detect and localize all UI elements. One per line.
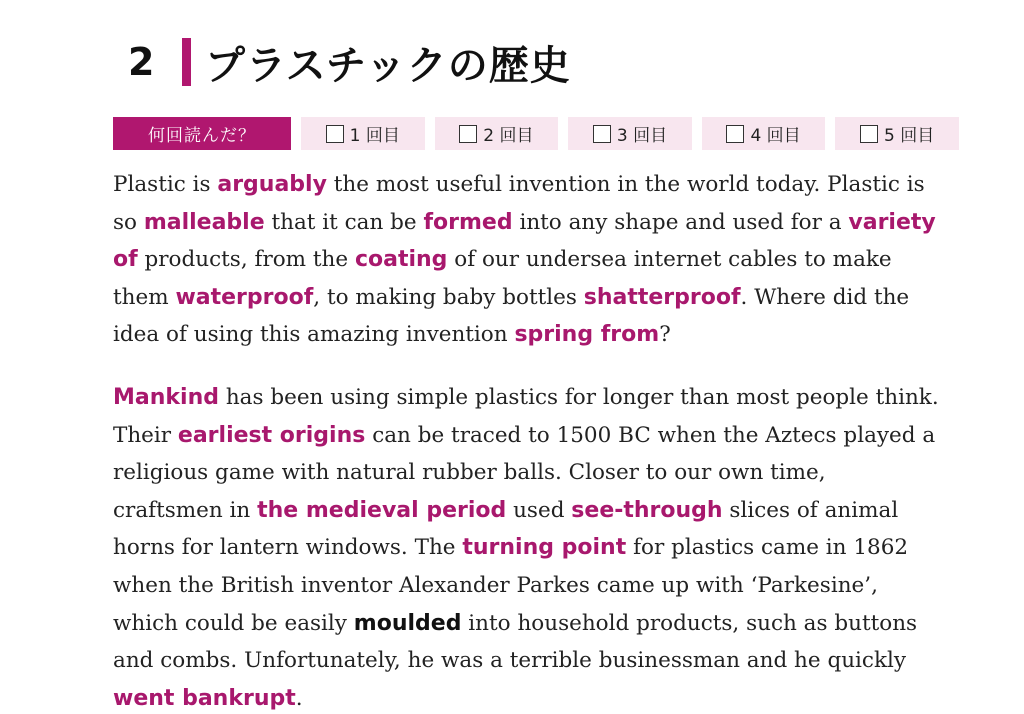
body-text: , to making baby bottles	[313, 284, 584, 310]
body-text: so	[113, 209, 144, 235]
read-checkbox-3[interactable]	[568, 117, 692, 150]
body-text: religious game with natural rubber balls. Closer to our own time,	[113, 460, 826, 486]
text-line	[113, 529, 973, 567]
vocabulary-keyword: variety	[848, 209, 936, 235]
text-line	[113, 379, 973, 417]
read-checkbox-label: 1 回目	[349, 126, 400, 146]
vocabulary-keyword: arguably	[217, 172, 327, 197]
body-text: and combs. Unfortunately, he was a terrible businessman and he quickly	[113, 648, 907, 674]
vocabulary-keyword: Mankind	[113, 385, 219, 410]
checkbox-icon[interactable]	[860, 125, 878, 143]
text-line	[113, 680, 973, 714]
body-paragraph-2	[113, 379, 973, 714]
body-text: idea of using this amazing invention	[113, 322, 515, 348]
read-count-tracker	[113, 117, 959, 150]
read-checkbox-label: 5 回目	[884, 126, 935, 146]
text-line	[113, 492, 973, 530]
read-checkbox-2[interactable]	[435, 117, 559, 150]
body-text: into household products, such as buttons	[461, 610, 918, 636]
body-text: horns for lantern windows. The	[113, 535, 463, 561]
body-text: craftsmen in	[113, 497, 258, 523]
body-text: of our undersea internet cables to make	[447, 247, 892, 273]
body-text: has been using simple plastics for longer than most people think.	[218, 385, 939, 410]
read-count-label: 何回読んだ？	[113, 117, 291, 150]
text-line	[113, 605, 973, 643]
read-checkbox-1[interactable]	[301, 117, 425, 150]
body-text: when the British inventor Alexander Parkes came up with ‘Parkesine’,	[113, 572, 878, 598]
body-text: into any shape and used for a	[512, 209, 849, 235]
body-text: ?	[659, 322, 671, 348]
text-line	[113, 454, 973, 492]
vocabulary-keyword: earliest origins	[177, 422, 366, 448]
body-text: the most useful invention in the world today. Plastic is	[326, 172, 925, 197]
body-text: products, from the	[137, 247, 355, 273]
vocabulary-keyword: coating	[354, 247, 448, 273]
body-text: used	[506, 497, 572, 523]
chapter-header	[128, 34, 571, 90]
title-accent-bar	[182, 38, 191, 86]
vocabulary-keyword: shatterproof	[583, 284, 741, 310]
read-checkbox-4[interactable]	[702, 117, 826, 150]
vocabulary-keyword: formed	[423, 209, 513, 235]
text-line	[113, 567, 973, 605]
body-text: Their	[113, 422, 178, 448]
body-text: can be traced to 1500 BC when the Aztecs played a	[365, 422, 936, 448]
vocabulary-keyword: see-through	[571, 497, 723, 523]
checkbox-icon[interactable]	[459, 125, 477, 143]
text-line	[113, 241, 973, 279]
text-line	[113, 279, 973, 317]
body-text: .	[295, 685, 303, 711]
chapter-number: 2	[128, 40, 155, 84]
read-checkbox-label: 2 回目	[483, 126, 534, 146]
vocabulary-keyword: turning point	[462, 535, 627, 561]
read-checkbox-5[interactable]	[835, 117, 959, 150]
body-paragraph-1	[113, 166, 973, 354]
text-line	[113, 204, 973, 242]
vocabulary-keyword: moulded	[353, 610, 462, 636]
body-text: . Where did the	[740, 284, 910, 310]
chapter-title: プラスチックの歴史	[205, 42, 571, 89]
vocabulary-keyword: of	[113, 247, 138, 273]
vocabulary-keyword: the medieval period	[257, 497, 507, 523]
read-checkbox-label: 4 回目	[750, 126, 801, 146]
body-text: slices of animal	[722, 497, 899, 523]
body-text: which could be easily	[113, 610, 354, 636]
text-line	[113, 417, 973, 455]
vocabulary-keyword: went bankrupt	[113, 685, 296, 711]
vocabulary-keyword: waterproof	[175, 284, 314, 310]
text-line	[113, 166, 973, 204]
body-text: for plastics came in 1862	[626, 535, 909, 561]
checkbox-icon[interactable]	[593, 125, 611, 143]
vocabulary-keyword: malleable	[143, 209, 265, 235]
body-text: Plastic is	[113, 172, 218, 197]
text-line	[113, 642, 973, 680]
read-checkbox-label: 3 回目	[616, 126, 668, 146]
checkbox-icon[interactable]	[326, 125, 344, 143]
text-line	[113, 316, 973, 354]
body-text: them	[113, 284, 176, 310]
checkbox-icon[interactable]	[726, 125, 744, 143]
body-text: that it can be	[264, 209, 424, 235]
vocabulary-keyword: spring from	[514, 322, 660, 348]
